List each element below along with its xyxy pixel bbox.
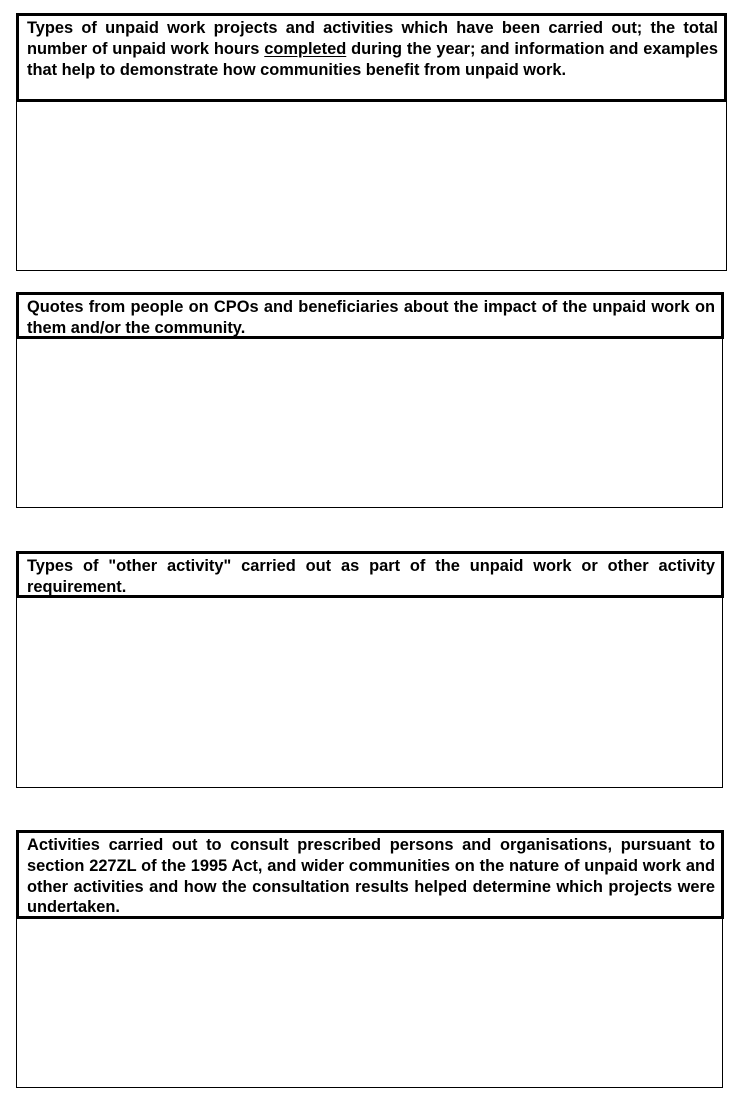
consultation-answer-box[interactable] (16, 916, 723, 1088)
consultation-heading: Activities carried out to consult prescribed persons and organisations, pursuant to section 227ZL of the 1995 Act, and wider communities on the nature of unpaid work and other activities and how the consultation results helped determine which projects were undertaken. (16, 830, 724, 919)
completed-underlined-word: completed (264, 39, 347, 58)
quotes-answer-box[interactable] (16, 337, 723, 508)
other-activity-answer-box[interactable] (16, 596, 723, 788)
unpaid-work-projects-heading-text-2: during the year; and information and examples that help to demonstrate how communities benefit from unpaid work. (27, 39, 718, 79)
unpaid-work-projects-heading-text-1: Types of unpaid work projects and activities which have been carried out; the total number of unpaid work hours (27, 19, 718, 58)
other-activity-heading: Types of "other activity" carried out as part of the unpaid work or other activity requirement. (16, 551, 724, 598)
unpaid-work-projects-answer-box[interactable] (16, 100, 727, 271)
unpaid-work-projects-heading (16, 13, 727, 102)
quotes-heading: Quotes from people on CPOs and beneficiaries about the impact of the unpaid work on them and/or the community. (16, 292, 724, 339)
